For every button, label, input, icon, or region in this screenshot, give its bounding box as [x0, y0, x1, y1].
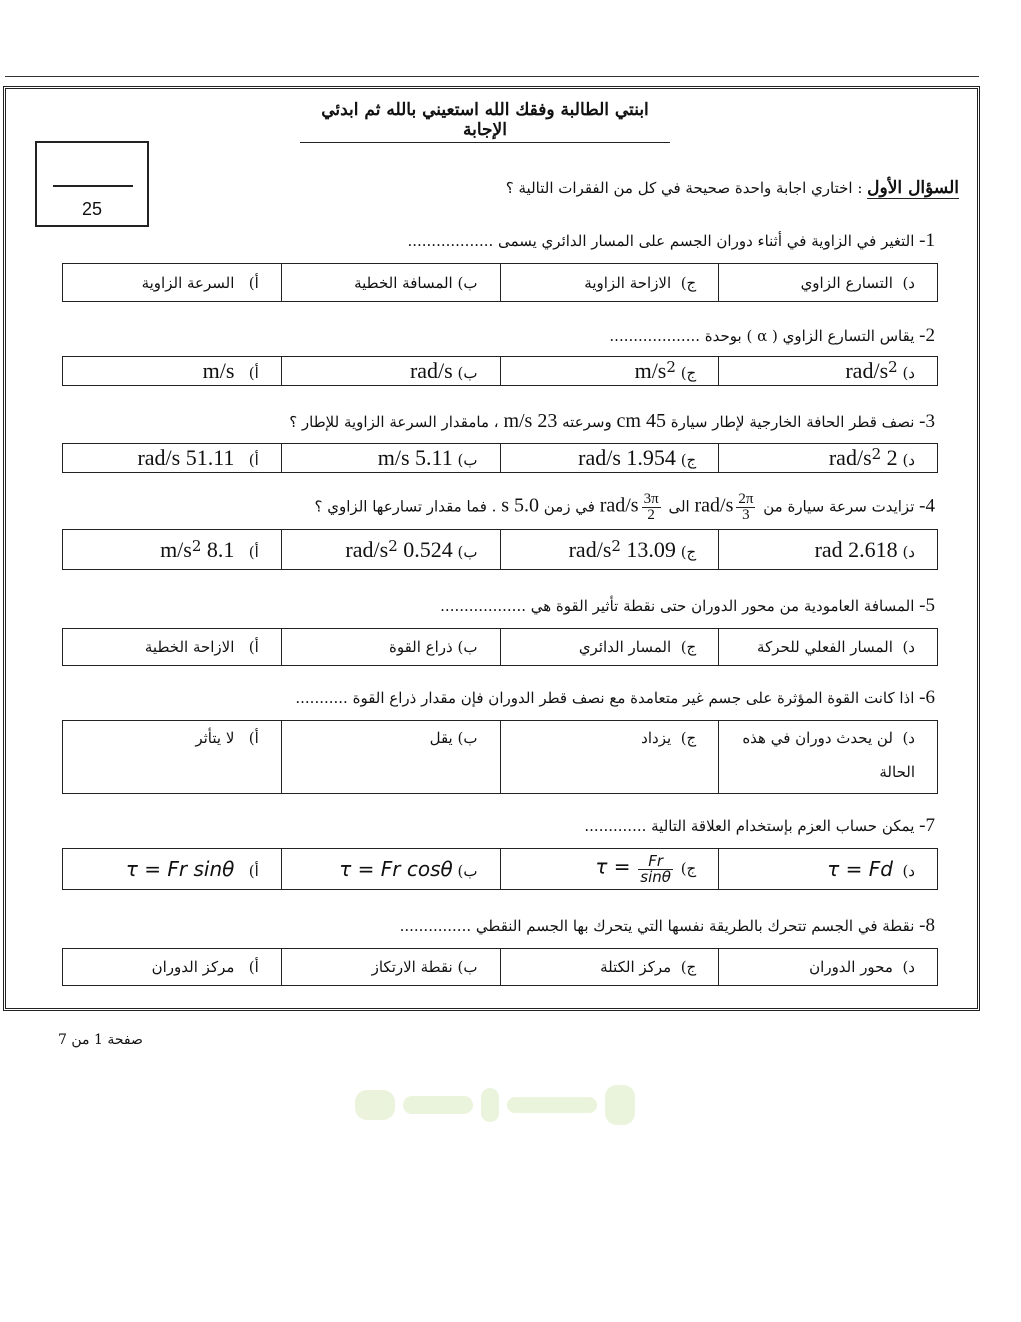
question-number: 4-: [919, 495, 935, 517]
option-b[interactable]: [281, 357, 500, 386]
option-letter: ج): [680, 273, 697, 292]
option-formula: τ = Fd: [827, 857, 893, 881]
options-4: [62, 529, 938, 570]
option-text: يقل: [429, 729, 453, 747]
option-letter: د): [902, 364, 915, 382]
option-text: السرعة الزاوية: [141, 273, 235, 292]
fraction-denominator: 2: [647, 507, 655, 523]
option-c[interactable]: [500, 444, 719, 473]
question-number: 2-: [919, 325, 935, 346]
watermark-shape: [481, 1088, 499, 1122]
option-superscript: 2: [611, 536, 621, 555]
page-number: صفحة 1 من 7: [58, 1032, 143, 1048]
watermark-shape: [507, 1097, 597, 1113]
option-b[interactable]: [281, 849, 500, 890]
option-superscript: 2: [191, 536, 202, 555]
initial-speed-fraction: [736, 492, 755, 523]
option-letter: ج): [680, 364, 697, 382]
option-letter: ج): [680, 859, 697, 877]
option-letter: د): [902, 542, 915, 561]
option-letter: ج): [680, 729, 697, 747]
option-letter: ب): [457, 273, 478, 292]
speed-value: 23 m/s: [503, 410, 558, 432]
question-6: [295, 687, 935, 709]
option-b[interactable]: [281, 264, 500, 302]
option-letter: أ): [248, 451, 259, 469]
option-formula: [595, 851, 676, 886]
question-8: [400, 915, 935, 937]
option-letter: ب): [457, 542, 478, 561]
option-text: 13.09 rad/s: [568, 536, 676, 562]
option-a[interactable]: [63, 530, 282, 570]
option-text: لا يتأثر: [195, 729, 235, 747]
option-letter: ب): [457, 451, 478, 469]
question-text: ، مامقدار السرعة الزاوية للإطار ؟: [289, 413, 499, 431]
option-a[interactable]: [63, 949, 282, 986]
option-letter: د): [902, 958, 915, 976]
option-d[interactable]: [719, 849, 938, 890]
radius-value: 45 cm: [616, 410, 666, 432]
option-c[interactable]: [500, 629, 719, 666]
question-title: السؤال الأول: [867, 178, 959, 198]
option-letter: أ): [248, 862, 259, 880]
option-text: 2.618 rad: [814, 536, 898, 562]
option-b[interactable]: [281, 721, 500, 794]
option-text: المسار الدائري: [578, 638, 672, 656]
question-1: [407, 230, 935, 252]
options-1: [62, 263, 938, 302]
fraction-numerator: 2π: [738, 491, 754, 507]
options-7: [62, 848, 938, 890]
option-a[interactable]: [63, 357, 282, 386]
question-4: [315, 492, 935, 523]
watermark-logo: [355, 1080, 685, 1130]
option-c[interactable]: [500, 530, 719, 570]
question-text: يقاس التسارع الزاوي ( α ) بوحدة ...................: [609, 327, 915, 345]
option-letter: ب): [457, 729, 478, 747]
option-text: التسارع الزاوي: [800, 273, 893, 292]
question-heading: [506, 178, 959, 198]
question-number: 5-: [919, 595, 935, 616]
formula-fraction: [638, 851, 673, 886]
option-letter: ب): [457, 638, 478, 656]
option-text: m/s: [202, 358, 235, 383]
option-letter: ج): [680, 638, 697, 656]
option-d[interactable]: [719, 444, 938, 473]
option-letter: أ): [248, 364, 259, 382]
option-d[interactable]: [719, 357, 938, 386]
question-3: [289, 410, 935, 433]
option-letter: أ): [248, 542, 259, 561]
option-superscript: 2: [388, 536, 398, 555]
option-c[interactable]: [500, 357, 719, 386]
option-d[interactable]: [719, 721, 938, 794]
question-number: 6-: [919, 687, 935, 708]
options-2: [62, 356, 938, 386]
question-number: 3-: [919, 411, 935, 432]
option-text: 51.11 rad/s: [137, 445, 235, 470]
option-text: لن يحدث دوران في هذه الحالة: [742, 729, 915, 781]
fraction-denominator: 3: [742, 507, 750, 523]
option-d[interactable]: [719, 629, 938, 666]
option-text: 8.1 m/s: [160, 536, 235, 562]
option-text: 1.954 rad/s: [578, 445, 676, 470]
score-value: 25: [81, 199, 103, 219]
option-text: محور الدوران: [809, 958, 893, 976]
option-a[interactable]: [63, 444, 282, 473]
fraction-numerator: Fr: [638, 854, 673, 870]
option-a[interactable]: [63, 849, 282, 890]
score-box: [35, 141, 149, 227]
option-text: ذراع القوة: [388, 638, 453, 656]
question-text: . فما مقدار تسارعها الزاوي ؟: [314, 497, 497, 516]
question-text: تزايدت سرعة سيارة من: [763, 497, 915, 516]
question-5: [440, 595, 935, 617]
score-line: [53, 185, 133, 187]
fraction-denominator: sinθ: [640, 867, 671, 886]
option-letter: د): [902, 638, 915, 656]
option-a[interactable]: [63, 721, 282, 794]
option-text: 5.11 m/s: [377, 445, 453, 470]
option-a[interactable]: [63, 629, 282, 666]
time-value: 5.0 s: [501, 494, 539, 517]
option-letter: ب): [457, 862, 478, 880]
option-superscript: 2: [888, 358, 898, 376]
option-text: 0.524 rad/s: [345, 536, 453, 562]
option-text: مركز الكتلة: [600, 958, 672, 976]
question-number: 8-: [919, 915, 935, 936]
page-header: ابنتي الطالبة وفقك الله استعيني بالله ثم ابدئي الإجابة: [300, 100, 670, 143]
option-letter: د): [902, 729, 915, 747]
formula-lhs: τ =: [595, 854, 631, 878]
options-3: [62, 443, 938, 473]
option-b[interactable]: [281, 444, 500, 473]
options-6: [62, 720, 938, 794]
option-c[interactable]: [500, 264, 719, 302]
fraction-numerator: 3π: [643, 491, 659, 507]
option-letter: د): [902, 862, 915, 880]
option-c[interactable]: [500, 721, 719, 794]
question-number: 7-: [919, 815, 935, 836]
option-letter: ب): [457, 958, 478, 976]
question-text: اذا كانت القوة المؤثرة على جسم غير متعامدة مع نصف قطر الدوران فإن مقدار ذراع القوة ...........: [295, 689, 915, 707]
option-letter: أ): [248, 729, 259, 747]
option-formula: τ = Fr cosθ: [339, 857, 453, 881]
option-letter: د): [902, 273, 915, 292]
option-letter: ج): [680, 542, 697, 561]
option-letter: أ): [248, 958, 259, 976]
option-superscript: 2: [666, 358, 676, 376]
option-text: نقطة الارتكاز: [371, 958, 453, 976]
final-speed-fraction: [642, 492, 661, 523]
watermark-shape: [355, 1090, 395, 1120]
option-b[interactable]: [281, 949, 500, 986]
option-formula: τ = Fr sinθ: [125, 857, 235, 881]
question-text: نقطة في الجسم تتحرك بالطريقة نفسها التي يتحرك بها الجسم النقطي ...............: [399, 917, 915, 935]
question-text: نصف قطر الحافة الخارجية لإطار سيارة: [670, 413, 915, 431]
question-number: 1-: [919, 230, 935, 251]
option-d[interactable]: [719, 530, 938, 570]
question-text: التغير في الزاوية في أثناء دوران الجسم على المسار الدائري يسمى ..................: [407, 232, 915, 250]
top-rule: [5, 76, 979, 77]
question-text: المسافة العامودية من محور الدوران حتى نقطة تأثير القوة هي ..................: [440, 597, 915, 615]
option-d[interactable]: [719, 264, 938, 302]
option-text: rad/s: [845, 358, 889, 383]
option-letter: أ): [248, 638, 259, 656]
unit-label: rad/s: [694, 494, 734, 517]
option-c[interactable]: [500, 949, 719, 986]
option-text: الازاحة الخطية: [144, 638, 235, 656]
option-b[interactable]: [281, 530, 500, 570]
question-2: [609, 325, 935, 347]
option-text: مركز الدوران: [151, 958, 235, 976]
option-letter: أ): [248, 273, 259, 292]
question-text: يمكن حساب العزم بإستخدام العلاقة التالية .............: [584, 817, 915, 835]
option-text: المسافة الخطية: [354, 273, 453, 292]
options-8: [62, 948, 938, 986]
option-text: يزداد: [641, 729, 672, 747]
option-d[interactable]: [719, 949, 938, 986]
option-text: rad/s: [409, 358, 453, 383]
question-instruction: : اختاري اجابة واحدة صحيحة في كل من الفقرات التالية ؟: [505, 179, 863, 197]
option-text: m/s: [634, 358, 667, 383]
option-letter: د): [902, 451, 915, 469]
question-text: وسرعته: [562, 413, 612, 431]
question-text: في زمن: [543, 497, 595, 516]
option-letter: ج): [680, 958, 697, 976]
option-letter: ب): [457, 364, 478, 382]
option-superscript: 2: [871, 445, 882, 463]
option-letter: ج): [680, 451, 697, 469]
option-c[interactable]: [500, 849, 719, 890]
question-text: الى: [668, 497, 690, 516]
question-7: [584, 815, 935, 837]
unit-label: rad/s: [599, 494, 639, 517]
option-a[interactable]: [63, 264, 282, 302]
option-text: الازاحة الزاوية: [584, 273, 672, 292]
option-b[interactable]: [281, 629, 500, 666]
watermark-shape: [403, 1096, 473, 1114]
option-text: المسار الفعلي للحركة: [757, 638, 893, 656]
watermark-shape: [605, 1085, 635, 1125]
options-5: [62, 628, 938, 666]
option-text: 2 rad/s: [828, 445, 898, 470]
